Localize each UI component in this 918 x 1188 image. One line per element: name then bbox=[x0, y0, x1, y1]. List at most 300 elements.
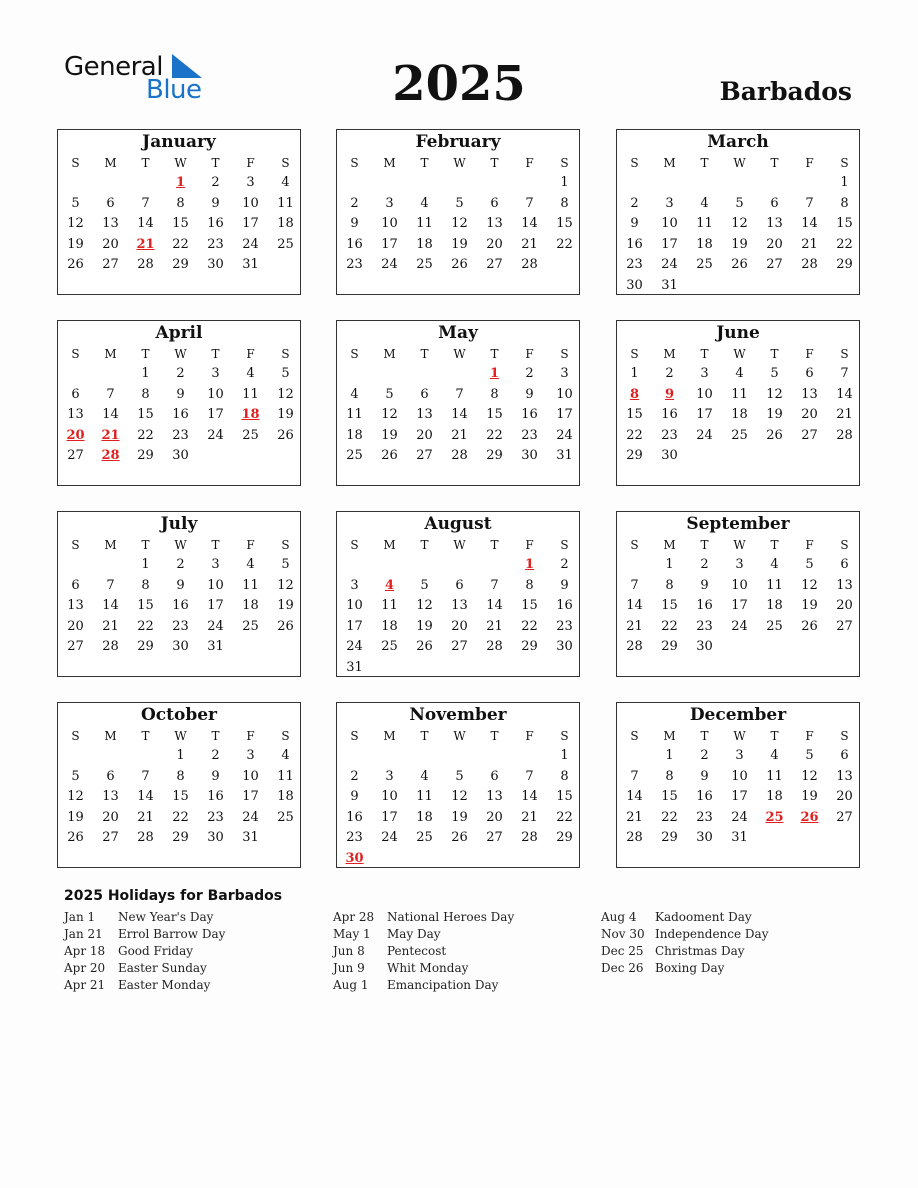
day-cell: 2 bbox=[350, 768, 359, 784]
day-cell: 9 bbox=[211, 195, 220, 211]
weekday-label: T bbox=[490, 538, 499, 552]
weekday-label: F bbox=[246, 729, 255, 743]
day-cell: 10 bbox=[207, 386, 224, 402]
day-cell: 28 bbox=[626, 830, 643, 846]
day-cell: 17 bbox=[381, 809, 398, 825]
month-name: February bbox=[415, 132, 501, 152]
holiday-date: Dec 26 bbox=[601, 961, 644, 975]
day-cell: 12 bbox=[801, 577, 818, 593]
holiday-date: Apr 21 bbox=[64, 978, 106, 992]
day-cell: 24 bbox=[242, 809, 259, 825]
month-10 bbox=[336, 702, 580, 868]
holiday-date: Apr 18 bbox=[64, 944, 106, 958]
day-cell: 7 bbox=[525, 768, 534, 784]
day-cell: 1 bbox=[176, 748, 185, 763]
day-cell: 17 bbox=[381, 236, 398, 252]
day-cell: 15 bbox=[556, 789, 573, 805]
day-cell: 12 bbox=[67, 789, 84, 805]
day-cell: 25 bbox=[696, 257, 713, 273]
weekday-label: S bbox=[350, 538, 359, 552]
day-cell: 27 bbox=[836, 618, 853, 634]
weekday-label: W bbox=[733, 156, 746, 170]
day-cell: 22 bbox=[556, 809, 573, 825]
day-cell: 25 bbox=[731, 427, 748, 443]
weekday-label: W bbox=[174, 156, 187, 170]
day-cell: 2 bbox=[700, 557, 709, 572]
day-cell: 10 bbox=[696, 386, 713, 402]
day-cell: 6 bbox=[71, 577, 80, 593]
day-cell: 7 bbox=[106, 577, 115, 593]
day-cell: 5 bbox=[770, 366, 779, 381]
day-cell: 5 bbox=[420, 577, 429, 593]
day-cell: 28 bbox=[102, 639, 119, 655]
holiday-date: Nov 30 bbox=[601, 927, 645, 941]
day-cell: 6 bbox=[106, 195, 115, 211]
day-cell: 10 bbox=[346, 598, 363, 614]
day-cell: 27 bbox=[836, 809, 853, 825]
day-cell: 8 bbox=[176, 768, 185, 784]
day-cell: 4 bbox=[246, 366, 255, 381]
weekday-label: T bbox=[420, 347, 429, 361]
day-cell: 31 bbox=[242, 830, 259, 846]
day-cell: 28 bbox=[137, 257, 154, 273]
day-cell: 6 bbox=[455, 577, 464, 593]
day-cell: 23 bbox=[172, 618, 189, 634]
weekday-label: M bbox=[383, 156, 396, 170]
weekday-label: S bbox=[560, 538, 569, 552]
day-cell: 7 bbox=[106, 386, 115, 402]
day-cell: 12 bbox=[67, 216, 84, 232]
day-cell: 18 bbox=[416, 236, 433, 252]
day-cell: 17 bbox=[242, 789, 259, 805]
weekday-label: S bbox=[840, 729, 849, 743]
day-cell: 30 bbox=[696, 830, 713, 846]
day-cell: 20 bbox=[102, 809, 119, 825]
day-cell: 25 bbox=[346, 448, 363, 464]
weekday-label: W bbox=[174, 538, 187, 552]
day-cell: 3 bbox=[211, 557, 220, 572]
day-cell: 27 bbox=[67, 448, 84, 464]
day-cell: 28 bbox=[626, 639, 643, 655]
holiday-date: Aug 1 bbox=[333, 978, 369, 992]
weekday-label: S bbox=[281, 729, 290, 743]
day-cell: 12 bbox=[277, 577, 294, 593]
day-cell: 18 bbox=[766, 789, 783, 805]
day-cell: 19 bbox=[451, 809, 468, 825]
day-cell: 26 bbox=[67, 257, 84, 273]
weekday-label: M bbox=[383, 729, 396, 743]
holiday-day-cell: 21 bbox=[101, 427, 120, 443]
day-cell: 4 bbox=[770, 557, 779, 572]
month-name: October bbox=[140, 705, 217, 725]
day-cell: 28 bbox=[451, 448, 468, 464]
day-cell: 15 bbox=[626, 407, 643, 423]
day-cell: 31 bbox=[242, 257, 259, 273]
day-cell: 15 bbox=[661, 789, 678, 805]
day-cell: 6 bbox=[106, 768, 115, 784]
day-cell: 16 bbox=[696, 789, 713, 805]
day-cell: 8 bbox=[560, 768, 569, 784]
weekday-label: S bbox=[71, 347, 80, 361]
day-cell: 6 bbox=[71, 386, 80, 402]
holiday-name: Errol Barrow Day bbox=[118, 927, 226, 941]
day-cell: 29 bbox=[556, 830, 573, 846]
weekday-label: F bbox=[246, 347, 255, 361]
day-cell: 8 bbox=[665, 768, 674, 784]
weekday-label: S bbox=[560, 729, 569, 743]
holiday-day-cell: 26 bbox=[800, 809, 819, 825]
day-cell: 28 bbox=[486, 639, 503, 655]
day-cell: 19 bbox=[67, 236, 84, 252]
holiday-day-cell: 30 bbox=[345, 851, 364, 866]
day-cell: 11 bbox=[346, 407, 363, 423]
weekday-label: F bbox=[805, 347, 814, 361]
day-cell: 16 bbox=[661, 407, 678, 423]
day-cell: 25 bbox=[416, 830, 433, 846]
day-cell: 23 bbox=[346, 257, 363, 273]
day-cell: 27 bbox=[486, 257, 503, 273]
holiday-day-cell: 18 bbox=[241, 407, 260, 423]
day-cell: 10 bbox=[731, 577, 748, 593]
day-cell: 6 bbox=[840, 557, 849, 572]
day-cell: 14 bbox=[451, 407, 468, 423]
day-cell: 2 bbox=[700, 748, 709, 763]
day-cell: 22 bbox=[836, 236, 853, 252]
holiday-date: Jun 8 bbox=[333, 944, 365, 958]
day-cell: 13 bbox=[836, 768, 853, 784]
logo-text-blue: Blue bbox=[146, 75, 202, 105]
day-cell: 27 bbox=[766, 257, 783, 273]
day-cell: 13 bbox=[102, 216, 119, 232]
weekday-label: W bbox=[733, 538, 746, 552]
month-8 bbox=[616, 511, 860, 677]
day-cell: 11 bbox=[766, 768, 783, 784]
weekday-label: T bbox=[770, 156, 779, 170]
day-cell: 19 bbox=[381, 427, 398, 443]
day-cell: 2 bbox=[176, 366, 185, 381]
day-cell: 10 bbox=[242, 195, 259, 211]
weekday-label: T bbox=[700, 156, 709, 170]
day-cell: 1 bbox=[840, 175, 849, 190]
day-cell: 16 bbox=[696, 598, 713, 614]
calendar-year: 2025 bbox=[392, 56, 526, 112]
weekday-label: T bbox=[770, 538, 779, 552]
day-cell: 12 bbox=[451, 216, 468, 232]
weekday-label: W bbox=[453, 538, 466, 552]
day-cell: 20 bbox=[836, 598, 853, 614]
day-cell: 26 bbox=[801, 618, 818, 634]
day-cell: 9 bbox=[211, 768, 220, 784]
weekday-label: T bbox=[211, 156, 220, 170]
day-cell: 14 bbox=[102, 598, 119, 614]
day-cell: 22 bbox=[172, 236, 189, 252]
day-cell: 23 bbox=[696, 618, 713, 634]
holiday-date: Dec 25 bbox=[601, 944, 644, 958]
day-cell: 31 bbox=[556, 448, 573, 464]
day-cell: 24 bbox=[381, 830, 398, 846]
day-cell: 10 bbox=[242, 768, 259, 784]
month-4 bbox=[336, 320, 580, 486]
day-cell: 17 bbox=[207, 598, 224, 614]
day-cell: 23 bbox=[661, 427, 678, 443]
holiday-day-cell: 4 bbox=[384, 577, 395, 593]
weekday-label: W bbox=[174, 729, 187, 743]
day-cell: 26 bbox=[766, 427, 783, 443]
day-cell: 25 bbox=[277, 236, 294, 252]
day-cell: 10 bbox=[731, 768, 748, 784]
month-9 bbox=[57, 702, 301, 868]
day-cell: 24 bbox=[207, 618, 224, 634]
day-cell: 29 bbox=[521, 639, 538, 655]
day-cell: 30 bbox=[626, 278, 643, 293]
day-cell: 27 bbox=[102, 830, 119, 846]
day-cell: 26 bbox=[416, 639, 433, 655]
day-cell: 19 bbox=[277, 407, 294, 423]
day-cell: 2 bbox=[525, 366, 534, 381]
weekday-label: S bbox=[630, 729, 639, 743]
day-cell: 19 bbox=[416, 618, 433, 634]
holiday-name: Kadooment Day bbox=[655, 910, 752, 924]
holiday-day-cell: 21 bbox=[136, 236, 155, 252]
weekday-label: S bbox=[71, 538, 80, 552]
month-5 bbox=[616, 320, 860, 486]
day-cell: 29 bbox=[137, 639, 154, 655]
country-name: Barbados bbox=[719, 77, 852, 106]
day-cell: 4 bbox=[700, 195, 709, 211]
day-cell: 7 bbox=[490, 577, 499, 593]
holiday-date: Jan 21 bbox=[64, 927, 103, 941]
month-11 bbox=[616, 702, 860, 868]
holiday-date: Jun 9 bbox=[333, 961, 365, 975]
day-cell: 13 bbox=[67, 598, 84, 614]
day-cell: 9 bbox=[700, 768, 709, 784]
day-cell: 17 bbox=[346, 618, 363, 634]
month-name: July bbox=[160, 514, 198, 534]
day-cell: 12 bbox=[451, 789, 468, 805]
day-cell: 3 bbox=[246, 748, 255, 763]
day-cell: 21 bbox=[521, 236, 538, 252]
day-cell: 8 bbox=[141, 577, 150, 593]
day-cell: 19 bbox=[731, 236, 748, 252]
day-cell: 7 bbox=[840, 366, 849, 381]
holiday-name: Christmas Day bbox=[655, 944, 745, 958]
day-cell: 25 bbox=[766, 618, 783, 634]
day-cell: 11 bbox=[416, 216, 433, 232]
day-cell: 28 bbox=[801, 257, 818, 273]
day-cell: 29 bbox=[626, 448, 643, 464]
holiday-day-cell: 28 bbox=[101, 448, 120, 464]
weekday-label: F bbox=[805, 156, 814, 170]
day-cell: 6 bbox=[770, 195, 779, 211]
day-cell: 16 bbox=[346, 236, 363, 252]
day-cell: 24 bbox=[381, 257, 398, 273]
day-cell: 12 bbox=[801, 768, 818, 784]
weekday-label: W bbox=[453, 347, 466, 361]
day-cell: 6 bbox=[490, 768, 499, 784]
day-cell: 9 bbox=[176, 386, 185, 402]
day-cell: 29 bbox=[137, 448, 154, 464]
day-cell: 28 bbox=[521, 830, 538, 846]
day-cell: 7 bbox=[630, 768, 639, 784]
holiday-day-cell: 1 bbox=[175, 175, 186, 190]
day-cell: 20 bbox=[67, 618, 84, 634]
month-name: January bbox=[142, 132, 216, 152]
weekday-label: F bbox=[525, 156, 534, 170]
day-cell: 31 bbox=[661, 278, 678, 293]
day-cell: 23 bbox=[346, 830, 363, 846]
day-cell: 11 bbox=[277, 195, 294, 211]
day-cell: 26 bbox=[451, 830, 468, 846]
day-cell: 21 bbox=[137, 809, 154, 825]
day-cell: 30 bbox=[207, 257, 224, 273]
day-cell: 21 bbox=[836, 407, 853, 423]
weekday-label: T bbox=[211, 729, 220, 743]
day-cell: 2 bbox=[665, 366, 674, 381]
day-cell: 3 bbox=[700, 366, 709, 381]
day-cell: 3 bbox=[560, 366, 569, 381]
day-cell: 27 bbox=[67, 639, 84, 655]
day-cell: 3 bbox=[735, 748, 744, 763]
day-cell: 30 bbox=[172, 639, 189, 655]
day-cell: 21 bbox=[801, 236, 818, 252]
weekday-label: T bbox=[770, 729, 779, 743]
holiday-day-cell: 1 bbox=[489, 366, 500, 381]
day-cell: 12 bbox=[416, 598, 433, 614]
day-cell: 30 bbox=[207, 830, 224, 846]
day-cell: 7 bbox=[141, 768, 150, 784]
day-cell: 26 bbox=[277, 618, 294, 634]
holiday-name: Whit Monday bbox=[387, 961, 469, 975]
day-cell: 22 bbox=[521, 618, 538, 634]
day-cell: 5 bbox=[805, 557, 814, 572]
day-cell: 10 bbox=[381, 216, 398, 232]
day-cell: 11 bbox=[766, 577, 783, 593]
day-cell: 15 bbox=[486, 407, 503, 423]
day-cell: 1 bbox=[141, 557, 150, 572]
day-cell: 3 bbox=[385, 195, 394, 211]
month-name: April bbox=[155, 323, 203, 343]
day-cell: 5 bbox=[385, 386, 394, 402]
weekday-label: F bbox=[805, 538, 814, 552]
day-cell: 17 bbox=[207, 407, 224, 423]
day-cell: 5 bbox=[71, 195, 80, 211]
day-cell: 17 bbox=[696, 407, 713, 423]
day-cell: 27 bbox=[801, 427, 818, 443]
day-cell: 22 bbox=[661, 809, 678, 825]
weekday-label: M bbox=[104, 347, 117, 361]
day-cell: 22 bbox=[172, 809, 189, 825]
day-cell: 4 bbox=[420, 195, 429, 211]
holiday-name: New Year's Day bbox=[118, 910, 214, 924]
day-cell: 4 bbox=[281, 175, 290, 190]
month-name: May bbox=[438, 323, 478, 343]
day-cell: 2 bbox=[211, 748, 220, 763]
day-cell: 31 bbox=[207, 639, 224, 655]
day-cell: 2 bbox=[630, 195, 639, 211]
weekday-label: S bbox=[71, 156, 80, 170]
day-cell: 7 bbox=[630, 577, 639, 593]
day-cell: 22 bbox=[486, 427, 503, 443]
weekday-label: S bbox=[281, 156, 290, 170]
weekday-label: S bbox=[560, 347, 569, 361]
day-cell: 18 bbox=[696, 236, 713, 252]
weekday-label: M bbox=[663, 347, 676, 361]
day-cell: 14 bbox=[626, 598, 643, 614]
day-cell: 6 bbox=[805, 366, 814, 381]
day-cell: 4 bbox=[770, 748, 779, 763]
weekday-label: F bbox=[525, 538, 534, 552]
day-cell: 9 bbox=[630, 216, 639, 232]
day-cell: 21 bbox=[486, 618, 503, 634]
day-cell: 21 bbox=[626, 809, 643, 825]
day-cell: 19 bbox=[801, 789, 818, 805]
day-cell: 9 bbox=[350, 789, 359, 805]
day-cell: 12 bbox=[731, 216, 748, 232]
day-cell: 23 bbox=[626, 257, 643, 273]
day-cell: 24 bbox=[661, 257, 678, 273]
day-cell: 13 bbox=[766, 216, 783, 232]
day-cell: 6 bbox=[490, 195, 499, 211]
weekday-label: S bbox=[71, 729, 80, 743]
day-cell: 28 bbox=[137, 830, 154, 846]
holiday-name: Independence Day bbox=[655, 927, 769, 941]
day-cell: 9 bbox=[176, 577, 185, 593]
weekday-label: S bbox=[630, 538, 639, 552]
day-cell: 15 bbox=[556, 216, 573, 232]
day-cell: 18 bbox=[381, 618, 398, 634]
day-cell: 22 bbox=[661, 618, 678, 634]
day-cell: 18 bbox=[277, 789, 294, 805]
month-name: June bbox=[716, 323, 760, 343]
month-6 bbox=[57, 511, 301, 677]
day-cell: 30 bbox=[556, 639, 573, 655]
day-cell: 24 bbox=[242, 236, 259, 252]
day-cell: 11 bbox=[277, 768, 294, 784]
day-cell: 13 bbox=[67, 407, 84, 423]
day-cell: 16 bbox=[172, 407, 189, 423]
day-cell: 18 bbox=[346, 427, 363, 443]
holiday-day-cell: 9 bbox=[664, 386, 675, 402]
holiday-date: Apr 28 bbox=[333, 910, 375, 924]
holiday-day-cell: 20 bbox=[66, 427, 85, 443]
holiday-date: Jan 1 bbox=[64, 910, 96, 924]
month-name: March bbox=[707, 132, 769, 152]
day-cell: 15 bbox=[521, 598, 538, 614]
weekday-label: M bbox=[104, 538, 117, 552]
holiday-name: Easter Sunday bbox=[118, 961, 207, 975]
day-cell: 7 bbox=[141, 195, 150, 211]
day-cell: 8 bbox=[560, 195, 569, 211]
weekday-label: T bbox=[700, 729, 709, 743]
day-cell: 15 bbox=[137, 598, 154, 614]
day-cell: 23 bbox=[207, 809, 224, 825]
day-cell: 27 bbox=[416, 448, 433, 464]
weekday-label: S bbox=[630, 156, 639, 170]
day-cell: 24 bbox=[731, 618, 748, 634]
day-cell: 15 bbox=[172, 216, 189, 232]
day-cell: 10 bbox=[556, 386, 573, 402]
weekday-label: T bbox=[490, 156, 499, 170]
day-cell: 12 bbox=[277, 386, 294, 402]
day-cell: 2 bbox=[560, 557, 569, 572]
day-cell: 24 bbox=[207, 427, 224, 443]
day-cell: 23 bbox=[172, 427, 189, 443]
day-cell: 20 bbox=[486, 809, 503, 825]
holiday-date: Aug 4 bbox=[601, 910, 637, 924]
day-cell: 13 bbox=[102, 789, 119, 805]
month-3 bbox=[57, 320, 301, 486]
holidays-title: 2025 Holidays for Barbados bbox=[64, 888, 283, 904]
